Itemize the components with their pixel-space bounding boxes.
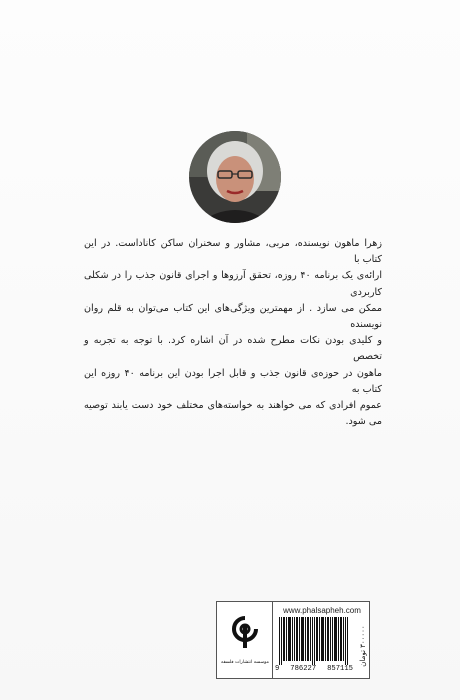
author-blurb bbox=[84, 236, 382, 430]
publisher-name: موسسه انتشارات فلسفه bbox=[220, 660, 270, 665]
blurb-line: و کلیدی بودن نکات مطرح شده در آن اشاره کرد. با توجه به تجربه و تخصص bbox=[84, 335, 382, 363]
author-portrait bbox=[189, 131, 281, 223]
price-text: ۳۰۰۰۰۰ تومان bbox=[359, 625, 367, 667]
price-label bbox=[357, 616, 369, 676]
isbn-tail: 857115 bbox=[327, 665, 353, 673]
blurb-line: ممکن می سازد . از مهمترین ویژگی‌های این کتاب می‌توان به قلم روان نویسنده bbox=[84, 302, 382, 331]
publisher-info-box bbox=[216, 601, 370, 679]
isbn-number bbox=[275, 665, 353, 673]
website-url: www.phalsapheh.com bbox=[283, 606, 361, 615]
isbn-barcode bbox=[275, 617, 353, 675]
isbn-mid: 786227 bbox=[290, 665, 317, 673]
blurb-line: ارائه‌ی یک برنامه ۴۰ روزه، تحقق آرزوها و اجرای قانون جذب را در شکلی کاربردی bbox=[84, 270, 382, 298]
publisher-logo-area bbox=[217, 602, 273, 678]
isbn-lead: 9 bbox=[275, 665, 280, 673]
barcode-bars bbox=[275, 617, 353, 665]
publisher-logo-icon bbox=[230, 614, 260, 650]
author-photo bbox=[189, 131, 281, 223]
blurb-line: زهرا ماهون نویسنده، مربی، مشاور و سخنران ساکن کاناداست. در این کتاب با bbox=[84, 238, 382, 266]
blurb-line: ماهون در حوزه‌ی قانون جذب و قابل اجرا بودن این برنامه ۴۰ روزه این کتاب به bbox=[84, 367, 382, 395]
blurb-line: عموم افرادی که می خواهند به خواسته‌های مختلف خود دست یابند توصیه می شود. bbox=[84, 400, 382, 428]
